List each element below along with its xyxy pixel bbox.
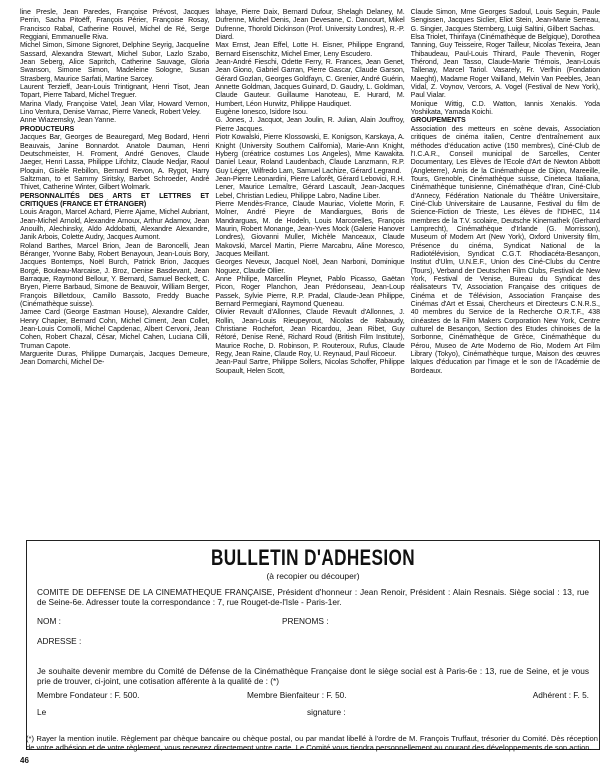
- section-heading: GROUPEMENTS: [410, 116, 466, 125]
- name-list-paragraph: Eugène Ionesco, Isidore Isou.: [215, 108, 308, 117]
- name-list-paragraph: Claude Simon, Mme Georges Sadoul, Louis Seguin, Paule Sengissen, Jacques Siclier, Eliot Stein, Jean-Marie Serreau, G. Singier, Jacques Sternberg, Luigi Saltini, Gilbert Sachas.: [410, 8, 600, 33]
- name-list-paragraph: Georges Neveux, Jacquel Noël, Jean Narboni, Dominique Noguez, Claude Ollier.: [215, 258, 405, 275]
- name-list-paragraph: line Presle, Jean Paredes, Françoise Prévost, Jacques Perrin, Sacha Pitoëff, François Périer, Françoise Rosay, Francisco Rabal, Catherine Rouvel, Michel de Ré, Serge Reggiani, Emmanuelle Riva.: [20, 8, 210, 42]
- name-list-paragraph: Jamee Card (George Eastman House), Alexandre Calder, Henry Chapier, Bernard Cohn, Michel Ciment, Jean Collet, Jean-Louis Comolli, Michel Capdenac, Albert Cervoni, Jean Cohen, Robert Chazal, César, Michel Cahen, Luciana Cilli, Truman Capote.: [20, 308, 210, 350]
- name-list-paragraph: Association des metteurs en scène devais, Association critiques de cinéma italien, Centre d'entraînement aux méthodes d'éducation active (150 membres), Ciné-Club de l'I.C.A.R., Conseil municipal de Sarcelles, Center Documentary, Les Elèves de l'Ecole d'Art de Newton Abbott (Angleterre), Amis de la Cinémathèque de Dijon, Mareeille, Tours, Grenoble, Cinémathèque suisse, Cineteca Italiana, Cinémathèque tunisienne, Cinémathèque d'Iran, Ciné-Club d'Annecy, Fédération Nationale du Théâtre Universitaire, Ciné-Club Universitaire de Lausanne, Festival du film de Science-Fiction de Trieste, Les élèves de l'IDHEC, 114 membres de la T.V. scolaire, Deutsche Kinemathek (Gerhard Lamprecht), Cinémathèque d'Irlande (G. Morrisson), Museum of Modern Art (New York), Oxford University film, Présence du cinéma, Syndicat National de la Radiotélévision, Syndicat C.G.T. Rhodiacéta-Besançon, Institut d'Ulm, U.N.E.F., Union des Ciné-Clubs du Centre (Tours), Verband der Deutschen Film Clubs, Festival de New York, Festival de Venise, Bureau du Syndicat des réalisateurs TV, Association Française des critiques de Cinéma et de Télévision, Association Française des Cinémas d'Art et Essai, Chercheurs et Directeurs C.N.R.S., 40 membres du Service de la Recherche O.R.T.F., 438 cinéastes de la Film Makers Corporation New York, Centre culturel de Besançon, Section des Etudes chinoises de la Sorbonne, Cinémathèque de Grèce, Cinémathèque du Pérou, Museo de Arte Moderno de Rio, Modern Art Film Library (Tokyo), Cinémathèque turque, Maison des œuvres laïques d'éducation par l'image et le son de l'Académie de Bordeaux.: [410, 124, 600, 375]
- name-list-paragraph: Jean-Pierre Leonardini, Pierre Laforêt, Gérard Lebovici, R.H. Lener, Maurice Lemaître, Gérard Lascault, Jean-Jacques Lebel, Christian Ledieu, Philippe Labro, Nadine Liber.: [215, 174, 405, 200]
- name-list-paragraph: Piotr Kowalski, Pierre Klossowski, E. Konigson, Karskaya, A. Knight (University Southern California), Marie-Ann Knight, Hyberg (créatrice costumes Los Angeles), Mme Kawakita. Daniel Leaur, Roland Laudenbach, Claude Lanzmann, R.P. Guy Léger, Wilfredo Lam, Samuel Lachize, Gérard Legrand.: [215, 133, 405, 175]
- name-list-paragraph: Louis Aragon, Marcel Achard, Pierre Ajame, Michel Aubriant, Jean-Michel Arnold, Alexandre Arnoux, Arthur Adamov, Jean Anouilh, Alechinsky, Aldo Addobatti, Alexandre Alexandre, Janik Arbois, Colette Audry, Jacques Aumont.: [20, 208, 210, 242]
- adresse-label: ADRESSE :: [37, 636, 82, 646]
- column-2: [215, 8, 404, 534]
- name-list-paragraph: Laurent Terzieff, Jean-Louis Trintignant, Henri Tisot, Jean Topart, Pierre Tabard, Michel Treguer.: [20, 83, 210, 100]
- name-list-paragraph: Olivier Revault d'Allonnes, Claude Revault d'Allonnes, J. Rollin, Jean-Louis Rieupeyrout, Nicolas de Rabaudy, Christiane Rochefort, Jean Ricardou, Jean Ribet, Guy Rétoré, Denise René, Richard Roud (British Film Institute), Maurice Roche, D. Robinson, P. Routeroux, Rufus, Claude Regy, Jean Raine, Claude Roy, U. Reynaud, Paul Ricoeur.: [215, 308, 405, 359]
- prenoms-label: PRENOMS :: [282, 616, 329, 626]
- form-subtitle: (à recopier ou découper): [266, 571, 360, 581]
- date-label: Le: [37, 707, 47, 717]
- name-list-paragraph: Marguerite Duras, Philippe Dumarçais, Jacques Demeure, Jean Domarchi, Michel De-: [20, 350, 210, 367]
- fondateur-option: Membre Fondateur : F. 500.: [37, 690, 140, 700]
- name-list-paragraph: Michel Simon, Simone Signoret, Delphine Seyrig, Jacqueline Sassard, Alexandra Stewart, Michel Subor, Lazlo Szabo, Jean Seberg, Alice Sapritch, Catherine Sauvage, Gloria Swanson, Simone Simon, Madeleine Sologne, Susan Strasberg, Maurice Sarfati, Martine Sarcey.: [20, 41, 210, 83]
- name-list-paragraph: Pierre Mendès-France, Claude Mauriac, Violette Morin, F. Molner, André Pieyre de Mandiargues, Boris de Mandrarguas, M. de Hodeln, Louis Marcorelles, François Maurin, Robert Monange, Jean-Yves Mock (Galerie Hanover Londres), Giovanni Muller, Michèle Manceaux, Claude Makovski, Marcel Martin, Pierre Marcabru, Aline Moresco, Jacques Meillant.: [215, 199, 405, 258]
- name-list-paragraph: Jean-Paul Sartre, Philippe Sollers, Nicolas Schoffer, Philippe Soupault, Helen Scott,: [215, 358, 405, 375]
- section-heading: PERSONNALITÉS DES ARTS ET LETTRES ET CRITIQUES (FRANCE ET ÉTRANGER): [20, 191, 210, 208]
- bienfaiteur-option: Membre Bienfaiteur : F. 50.: [247, 690, 347, 700]
- membership-form: [26, 540, 600, 750]
- name-list-paragraph: Marina Vlady, Françoise Vatel, Jean Vilar, Howard Vernon, Lino Ventura, Denise Varnac, Pierre Vaneck, Robert Veley.: [20, 99, 210, 117]
- name-list-paragraph: Max Ernst, Jean Effel, Lotte H. Eisner, Philippe Engrand, Bernard Eisenschitz, Michel Emer, Leny Escudero.: [215, 41, 405, 58]
- name-list-paragraph: G. Jones, J. Jacquot, Jean Joulin, R. Julian, Alain Jouffroy, Pierre Jacques.: [215, 116, 405, 133]
- form-title: BULLETIN D'ADHESION: [210, 545, 416, 570]
- adherent-option: Adhérent : F. 5.: [532, 690, 589, 700]
- column-3: [411, 8, 600, 534]
- payment-note: (*) Rayer la mention inutile. Règlement par chèque bancaire ou chèque postal, ou par mandat libellé à l'ordre de M. François Truffaut, trésorier du Comité. Dès réception de votre adhésion et de votre règlement, vous recevrez directement votre carte. Le Comité vous tiendra personnellement au courant des développements de son action.: [26, 734, 598, 753]
- name-list-paragraph: Roland Barthes, Marcel Brion, Jean de Baroncelli, Jean Béranger, Yvonne Baby, Robert Benayoun, Jean-Louis Bory, Jacques Bontemps, Noël Burch, Patrick Brion, Jacques Borgé, Bouleau-Marcaise, J. Broz, Denise Basdevant, Jean Barraque, Raymond Bellour, Y. Bernard, Samuel Beckett, C. Bryen, Pierre Barbaud, Simone de Beauvoir, William Berger, François Billetdoux, Camillo Bassoto, Freddy Buache (Cinémathèque suisse).: [20, 241, 210, 309]
- name-list-paragraph: Jean-André Fieschi, Odette Ferry, R. Frances, Jean Genet, Jean Giono, Gabriel Garran, Pierre Gascar, Claude Garson, Gérard Gozlan, Georges Goldfayn, C. Grenier, André Guérin, Annette Goldman, Jacques Guinard, D. Gaudry, L. Goldman, Claude Gauteur. Guillaume Hanoteau, E. Hurard, M. Humbert, Léon Hurwitz, Philippe Haudiquet.: [215, 58, 405, 108]
- section-heading: PRODUCTEURS: [20, 124, 75, 133]
- name-list-paragraph: lahaye, Pierre Daix, Bernard Dufour, Shelagh Delaney, M. Dufrenne, Michel Denis, Jean Devesane, C. Dancourt, Mikel Dufrenne, Thorold Dickinson (Prof. University Londres), R.-P. Diard.: [215, 8, 405, 42]
- nom-label: NOM :: [37, 616, 61, 626]
- name-list-paragraph: Anne Philipe, Marcellin Pleynet, Pablo Picasso, Gaëtan Picon, Roger Planchon, Jean Prédonseau, Jean-Loup Passek, Sylvie Pierre, R.P. Pradal, Claude-Jean Philippe, Bernard Permegiani, Raymond Queneau.: [215, 275, 405, 309]
- member-list-columns: [20, 8, 600, 534]
- form-intro: COMITE DE DEFENSE DE LA CINEMATHEQUE FRANÇAISE, Président d'honneur : Jean Renoir, Président : Alain Resnais. Siège social : 13, rue de Seine-6e. Adresser toute la correspondance : 7, rue Rouget-de-l'Isle - Paris-1er.: [37, 587, 589, 608]
- name-list-paragraph: Jacques Bar, Georges de Beauregard, Meg Bodard, Henri Beauvais, Janine Bonnardot. Anatole Dauman, Henri Deutschmeister, H. Froment, André Genoves, Claude Jaeger, Henri Lassa, Philippe Lifchitz, Claude Nedjar, Raoul Ploquin, Gisèle Rebillon, Bernard Revon, A. Rygot, Harry Saltzman, to et Sammy Siritsky, Barbet Schroeder, André Thivet, Catherine Winter, Gilbert Wolmark.: [20, 133, 210, 192]
- name-list-paragraph: Monique Wittig, C.D. Watton, Iannis Xenakis. Yoda Yoshikata, Yamada Koichi.: [410, 99, 600, 117]
- signature-label: signature :: [307, 707, 346, 717]
- page-number: 46: [20, 756, 29, 765]
- column-1: [20, 8, 209, 534]
- name-list-paragraph: Anne Wiazemsky, Jean Yanne.: [20, 116, 117, 125]
- membership-request: Je souhaite devenir membre du Comité de Défense de la Cinémathèque Française dont le siège social est à Paris-6e : 13, rue de Seine, et je vous prie de trouver, ci-joint, une cotisation afférente à la qualité de : (*): [37, 666, 589, 687]
- name-list-paragraph: Elsa Triolet, Thirifaya (Cinémathèque de Belgique), Dorothea Tanning, Guy Teisseire, Roger Tailleur, Nicolas Texeira, Jean Thibaudeau, Paul-Louis Thirard, Paule Thevenin, Roger Thérond, Jean Tasso, Claude-Marie Trémois, Jean-Louis Tallenay, Marcel Tariol. Vasarely, Fr. Verlhin (Fondation Maeght), Madame Roger Vailland, Melvin Van Peebles, Jean Vidal, Z. Voynov, Vercors, A. Vogel (Festival de New York), Paul Vialar.: [410, 33, 600, 100]
